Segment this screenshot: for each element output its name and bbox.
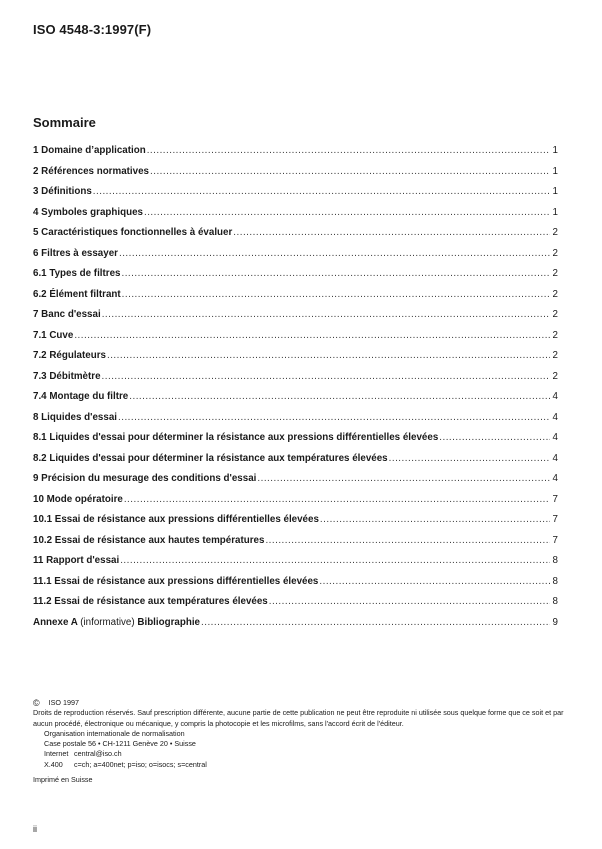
toc-entry (33, 514, 558, 535)
toc-leader-dots (122, 289, 550, 300)
toc-entry-label: 6.1 Types de filtres (33, 268, 121, 279)
toc-entry-label: 9 Précision du mesurage des conditions d'essai (33, 473, 257, 484)
toc-entry-page: 2 (552, 309, 558, 320)
toc-leader-dots (265, 535, 550, 546)
toc-entry-label: 6.2 Élément filtrant (33, 288, 121, 300)
toc-leader-dots (144, 207, 550, 218)
toc-entry-label: 11 Rapport d'essai (33, 555, 120, 566)
toc-entry (33, 473, 558, 494)
toc-entry-label: 6 Filtres à essayer (33, 247, 118, 259)
copyright-icon: © (33, 698, 40, 708)
internet-value: central@iso.ch (74, 749, 122, 759)
toc-entry-page: 1 (552, 165, 558, 177)
toc-entry (33, 207, 558, 228)
toc-entry-label: 1 Domaine d’application (33, 145, 146, 156)
annex-qualifier: (informative) (80, 616, 135, 628)
toc-entry-label: 3 Définitions (33, 186, 92, 197)
toc-leader-dots (439, 432, 550, 443)
toc-entry-label: 10.1 Essai de résistance aux pressions différentielles élevées (33, 514, 319, 525)
toc-entry (33, 289, 558, 310)
toc-entry (33, 145, 558, 166)
toc-entry (33, 248, 558, 269)
toc-entry-page: 9 (552, 616, 558, 628)
toc-leader-dots (119, 248, 550, 259)
toc-entry-page: 1 (552, 186, 558, 197)
toc-leader-dots (269, 596, 550, 607)
toc-entry (33, 432, 558, 453)
toc-entry-page: 2 (552, 247, 558, 259)
toc-leader-dots (389, 453, 550, 464)
toc-entry (33, 535, 558, 556)
x400-value: c=ch; a=400net; p=iso; o=isocs; s=central (74, 759, 207, 769)
toc-entry-label: 10.2 Essai de résistance aux hautes températures (33, 534, 265, 546)
internet-label: Internet (44, 749, 69, 759)
toc-entry-label: 11.1 Essai de résistance aux pressions différentielles élevées (33, 575, 319, 587)
toc-leader-dots (201, 617, 550, 628)
printed-in: Imprimé en Suisse (33, 775, 93, 785)
toc-entry-page: 4 (552, 452, 558, 464)
toc-entry-label (33, 617, 200, 628)
toc-entry (33, 350, 558, 371)
toc-entry (33, 453, 558, 474)
toc-entry-label: 4 Symboles graphiques (33, 206, 143, 218)
toc-entry (33, 555, 558, 576)
toc-entry-page: 2 (552, 288, 558, 300)
toc-leader-dots (147, 145, 550, 156)
toc-leader-dots (129, 391, 550, 402)
toc-entry-label: 5 Caractéristiques fonctionnelles à évaluer (33, 227, 233, 238)
toc-leader-dots (118, 412, 550, 423)
toc-entry-label: 7.3 Débitmètre (33, 370, 101, 382)
toc-entry-page: 4 (552, 473, 558, 484)
toc-entry-page: 1 (552, 206, 558, 218)
toc-entry-label: 10 Mode opératoire (33, 493, 123, 505)
toc-entry-page: 4 (552, 432, 558, 443)
toc-entry-page: 1 (552, 145, 558, 156)
toc-entry-label: 7 Banc d'essai (33, 309, 101, 320)
toc-entry-page: 2 (552, 329, 558, 341)
toc-entry (33, 371, 558, 392)
toc-entry-label: 2 Références normatives (33, 165, 149, 177)
toc-leader-dots (107, 350, 550, 361)
toc-leader-dots (320, 514, 550, 525)
toc-leader-dots (93, 186, 550, 197)
toc-entry-label: 7.2 Régulateurs (33, 350, 106, 361)
toc-entry-page: 7 (552, 514, 558, 525)
toc-entry (33, 268, 558, 289)
toc-leader-dots (102, 371, 550, 382)
page-number: ii (33, 824, 37, 834)
table-of-contents (33, 145, 558, 637)
toc-leader-dots (74, 330, 550, 341)
toc-entry-page: 2 (552, 370, 558, 382)
toc-leader-dots (150, 166, 550, 177)
toc-entry (33, 330, 558, 351)
toc-leader-dots (121, 268, 550, 279)
toc-entry (33, 412, 558, 433)
toc-entry-label: 7.4 Montage du filtre (33, 391, 129, 402)
toc-title: Sommaire (33, 115, 96, 130)
toc-entry (33, 309, 558, 330)
toc-entry-label: 11.2 Essai de résistance aux températures élevées (33, 596, 268, 607)
toc-entry-page: 2 (552, 268, 558, 279)
toc-entry-page: 4 (552, 391, 558, 402)
toc-leader-dots (124, 494, 550, 505)
toc-entry-label: 8.1 Liquides d'essai pour déterminer la résistance aux pressions différentielles élevées (33, 432, 439, 443)
annex-prefix: Annexe A (33, 616, 78, 628)
toc-entry-label: 8.2 Liquides d'essai pour déterminer la résistance aux températures élevées (33, 452, 388, 464)
toc-entry (33, 596, 558, 617)
toc-leader-dots (120, 555, 550, 566)
toc-entry-page: 2 (552, 350, 558, 361)
toc-entry-label: 7.1 Cuve (33, 329, 74, 341)
toc-entry-page: 8 (552, 555, 558, 566)
toc-entry-page: 2 (552, 227, 558, 238)
toc-leader-dots (319, 576, 550, 587)
x400-label: X.400 (44, 759, 63, 769)
toc-entry (33, 576, 558, 597)
toc-entry-page: 7 (552, 534, 558, 546)
organisation-name: Organisation internationale de normalisation (44, 728, 185, 738)
toc-entry-page: 7 (552, 493, 558, 505)
rights-statement: Droits de reproduction réservés. Sauf prescription différente, aucune partie de cette publication ne peut être reproduite ni utilisée sous quelque forme que ce soit et par aucun procédé, électronique ou mécanique, y compris la photocopie et les microfilms, sans l'accord écrit de l'éditeur. (33, 708, 564, 728)
toc-leader-dots (233, 227, 550, 238)
toc-leader-dots (102, 309, 550, 320)
postal-address: Case postale 56 • CH-1211 Genève 20 • Suisse (44, 739, 196, 749)
annex-title: Bibliographie (137, 616, 200, 628)
toc-entry-page: 8 (552, 575, 558, 587)
toc-entry-label: 8 Liquides d'essai (33, 411, 118, 423)
toc-entry (33, 494, 558, 515)
toc-entry-page: 8 (552, 596, 558, 607)
toc-entry (33, 227, 558, 248)
document-id-header: ISO 4548-3:1997(F) (33, 22, 152, 37)
copyright-block (33, 698, 573, 785)
toc-entry (33, 186, 558, 207)
toc-entry-annex (33, 617, 558, 638)
toc-entry (33, 166, 558, 187)
copyright-line: ISO 1997 (48, 698, 80, 707)
toc-leader-dots (257, 473, 550, 484)
toc-entry (33, 391, 558, 412)
toc-entry-page: 4 (552, 411, 558, 423)
